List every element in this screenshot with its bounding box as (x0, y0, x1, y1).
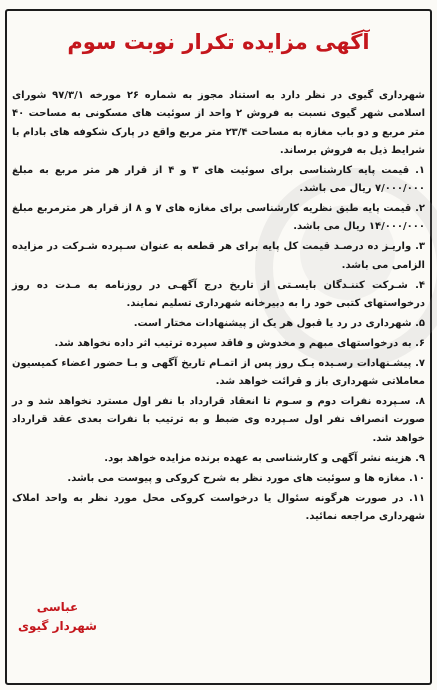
ad-title: آگهی مزایده تکرار نوبت سوم (67, 30, 370, 54)
clause-11: ۱۱. در صورت هرگونه سئوال یا درخواست کروکی محل مورد نظر به واحد املاک شهرداری مراجعه نمائید. (12, 492, 425, 522)
clause-5: ۵. شهرداری در رد یا قبول هر یک از پیشنهادات مختار است. (133, 317, 425, 329)
clause-6: ۶. به درخواستهای مبهم و مخدوش و فاقد سپرده ترتیب اثر داده نخواهد شد. (54, 337, 425, 349)
clause-8: ۸. سـپرده نفرات دوم و سـوم تا انعقاد قرارداد با نفر اول مسترد نخواهد شد و در صورت انصراف نفر اول سـپرده وی ضبط و به ترتیب با نفرات بعدی عقد قرارداد خواهد شد. (12, 396, 425, 444)
signatory-title: شهردار گیوی (18, 619, 97, 633)
clause-1: ۱. قیمت پایه کارشناسی برای سوئیت های ۳ و ۴ از قرار هر متر مربع به مبلغ ۷/۰۰۰/۰۰۰ ریال می باشد. (12, 164, 425, 195)
clause-3: ۳. واریـز ده درصـد قیمت کل پایه برای هر قطعه به عنوان سـپرده شـرکت در مزایده الزامی می باشد. (12, 241, 425, 271)
clause-4: ۴. شـرکت کننـدگان بایسـتی از تاریخ درج آگهـی در روزنامه به مـدت ده روز درخواستهای کتبی خود را به دبیرخانه شهرداری تسلیم نمایند. (12, 279, 425, 309)
clause-10: ۱۰. مغازه ها و سوئیت های مورد نظر به شرح کروکی و پیوست می باشد. (67, 472, 425, 484)
ad-body (12, 87, 425, 528)
clause-2: ۲. قیمت پایه طبق نظریه کارشناسی برای مغازه های ۷ و ۸ از قرار هر مترمربع مبلغ ۱۴/۰۰۰/۰۰۰ ریال می باشد. (12, 202, 425, 233)
signatory-name: عباسی (36, 600, 79, 614)
clause-9: ۹. هزینه نشر آگهی و کارشناسی به عهده برنده مزایده خواهد بود. (104, 452, 425, 464)
clause-7: ۷. پیشـنهادات رسـیده یـک روز پس از اتمـام تاریخ آگهی و بـا حضور اعضاء کمیسیون معاملاتی شهرداری باز و قرائت خواهد شد. (12, 357, 425, 388)
intro-paragraph: شهرداری گیوی در نظر دارد به استناد مجوز به شماره ۲۶ مورخه ۹۷/۳/۱ شورای اسلامی شهر گیوی نسبت به فروش ۲ واحد از سوئیت های مسکونی به مساحت ۴۰ متر مربع و دو باب مغازه به مساحت ۲۳/۴ متر مربع واقع در پارک شکوفه های بادام با شرایط ذیل به فروش برساند. (12, 90, 426, 157)
signature-block (18, 598, 97, 636)
